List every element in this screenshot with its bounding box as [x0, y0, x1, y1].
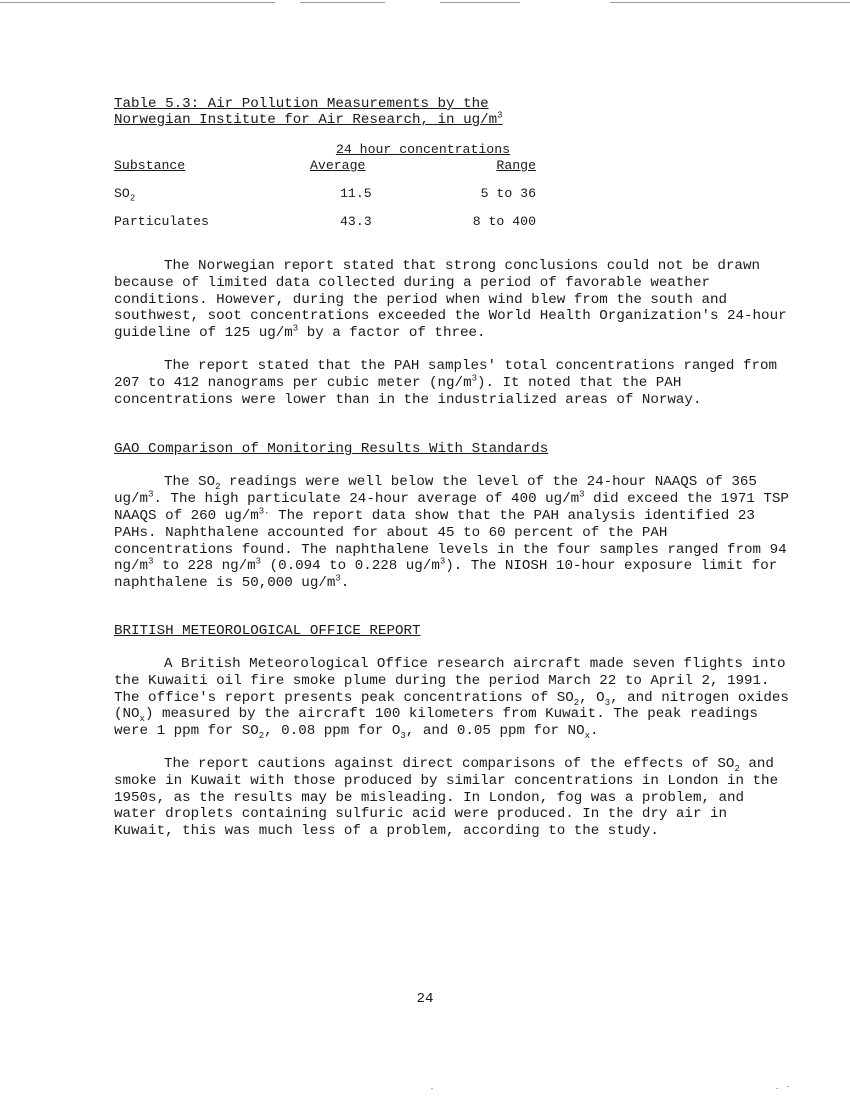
table-header-row	[114, 158, 536, 174]
scan-edge-line	[440, 2, 520, 3]
average-cell: 11.5	[340, 186, 372, 201]
section-heading-british-met: BRITISH METEOROLOGICAL OFFICE REPORT	[114, 622, 421, 639]
table-row: $SO_2$ 11.5 5 to 36	[114, 174, 536, 202]
scan-edge-line	[300, 2, 385, 3]
range-cell: 8 to 400	[472, 214, 536, 229]
scan-edge-line	[0, 2, 275, 3]
table-caption-line-1: Table 5.3: Air Pollution Measurements by the	[114, 96, 489, 112]
section-heading-gao: GAO Comparison of Monitoring Results With Standards	[114, 441, 549, 458]
scan-speck	[776, 1088, 778, 1089]
measurements-table	[114, 134, 536, 230]
document-page	[114, 96, 794, 840]
paragraph-gao-comparison: The $SO_2$ readings were well below the level of the 24-hour NAAQS of 365 $ug/m^3$. The high particulate 24-hour average of 400 $ug/m^3$ did exceed the 1971 TSP NAAQS of 260 $ug/m^{3.}$ The report data show that the PAH analysis identified 23 PAHs. Naphthalene accounted for about 45 to 60 percent of the PAH concentrations found. The naphthalene levels in the four samples ranged from 94 $ng/m^3$ to 228 $ng/m^3$ (0.094 to 0.228 $ug/m^3$). The NIOSH 10-hour exposure limit for naphthalene is 50,000 $ug/m^3$.	[114, 474, 789, 592]
scan-edge-line	[610, 2, 850, 3]
paragraph-pah-samples: The report stated that the PAH samples' total concentrations ranged from 207 to 412 nanograms per cubic meter $(ng/m^3)$. It noted that the PAH concentrations were lower than in the industrialized areas of Norway.	[114, 357, 777, 408]
paragraph-london-comparison: The report cautions against direct comparisons of the effects of $SO_2$ and smoke in Kuwait with those produced by similar concentrations in London in the 1950s, as the results may be misleading. In London, fog was a problem, and water droplets containing sulfuric acid were produced. In the dry air in Kuwait, this was much less of a problem, according to the study.	[114, 755, 779, 840]
table-caption	[114, 96, 794, 128]
substance-cell: Particulates	[114, 214, 209, 229]
scan-speck	[787, 1086, 789, 1087]
substance-cell: SO	[114, 186, 130, 201]
col-header-average: Average	[310, 158, 366, 173]
table-row	[114, 202, 536, 230]
table-group-header-row	[114, 134, 536, 158]
range-cell: 5 to 36	[480, 186, 536, 201]
scan-speck	[431, 1088, 433, 1089]
col-header-substance: Substance	[114, 158, 186, 173]
table-caption-line-2: Norwegian Institute for Air Research, in $ug/m^3$	[114, 110, 503, 128]
paragraph-british-met-aircraft: A British Meteorological Office research aircraft made seven flights into the Kuwaiti oil fire smoke plume during the period March 22 to April 2, 1991. The office's report presents peak concentrations of $SO_2$, $O_3$, and nitrogen oxides $(NO_x)$ measured by the aircraft 100 kilometers from Kuwait. The peak readings were 1 ppm for $SO_2$, 0.08 ppm for $O_3$, and 0.05 ppm for $NO_x$.	[114, 655, 789, 741]
col-header-range: Range	[496, 158, 536, 173]
group-header: 24 hour concentrations	[335, 142, 511, 157]
page-number: 24	[416, 991, 434, 1007]
average-cell: 43.3	[340, 214, 372, 229]
paragraph-norwegian-report: The Norwegian report stated that strong conclusions could not be drawn because of limited data collected during a period of favorable weather conditions. However, during the period when wind blew from the south and southwest, soot concentrations exceeded the World Health Organization's 24-hour guideline of 125 $ug/m^3$ by a factor of three.	[114, 258, 787, 342]
